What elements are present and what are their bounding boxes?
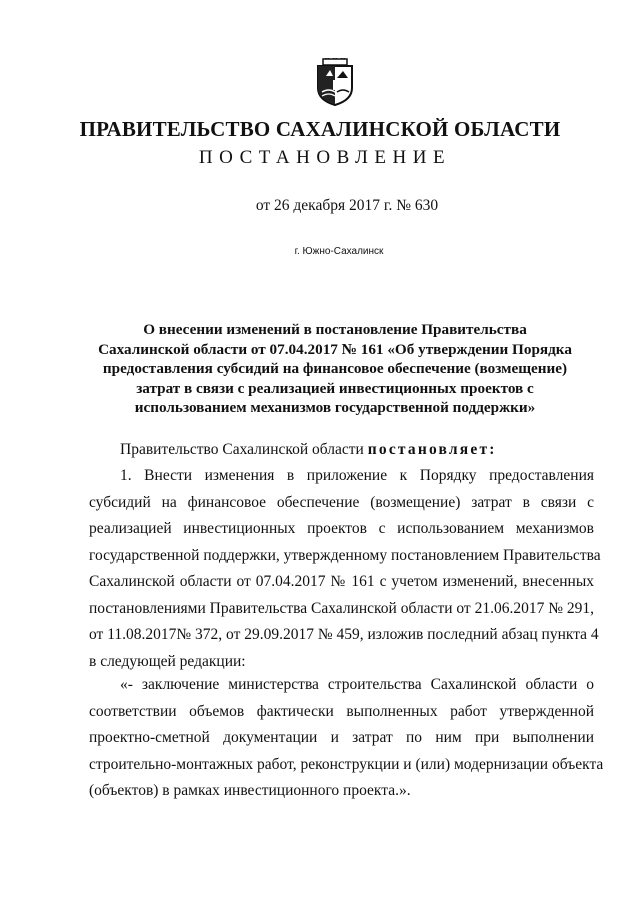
paragraph-line: от 11.08.2017№ 372, от 29.09.2017 № 459, изложив последний абзац пункта 4	[89, 626, 599, 643]
document-city: г. Южно-Сахалинск	[294, 246, 384, 257]
paragraph-line: (объектов) в рамках инвестиционного проекта.».	[89, 782, 411, 799]
subject-line: О внесении изменений в постановление Правительства	[143, 321, 527, 338]
paragraph-line: 1. Внести изменения в приложение к Порядку предоставления	[120, 467, 594, 484]
paragraph-line: реализацией инвестиционных проектов с использованием механизмов	[89, 520, 594, 537]
item-1-paragraph	[89, 463, 601, 675]
paragraph-line: Сахалинской области от 07.04.2017 № 161 с учетом изменений, внесенных	[89, 573, 594, 590]
preamble-keyword: постановляет:	[367, 441, 497, 458]
document-type: ПОСТАНОВЛЕНИЕ	[198, 147, 452, 168]
government-title: ПРАВИТЕЛЬСТВО САХАЛИНСКОЙ ОБЛАСТИ	[79, 117, 561, 141]
paragraph-line: проектно-сметной документации и затрат по ним при выполнении	[89, 729, 594, 746]
paragraph-line: «- заключение министерства строительства Сахалинской области о	[120, 676, 594, 693]
subject-line: предоставления субсидий на финансовое обеспечение (возмещение)	[102, 360, 568, 377]
subject-line: затрат в связи с реализацией инвестиционных проектов с	[136, 379, 534, 397]
subject-line: использованием механизмов государственной поддержки»	[134, 399, 536, 416]
paragraph-line: государственной поддержки, утвержденному постановлением Правительства	[89, 546, 601, 564]
paragraph-line: субсидий на финансовое обеспечение (возмещение) затрат в связи с	[89, 493, 594, 511]
preamble	[120, 441, 497, 459]
paragraph-line: в следующей редакции:	[89, 652, 246, 670]
paragraph-line: постановлениями Правительства Сахалинской области от 21.06.2017 № 291,	[89, 599, 594, 617]
preamble-text: Правительство Сахалинской области	[120, 441, 368, 458]
quoted-paragraph	[89, 672, 604, 805]
subject-line: Сахалинской области от 07.04.2017 № 161 «Об утверждении Порядка	[98, 340, 572, 358]
paragraph-line: соответствии объемов фактически выполненных работ утвержденной	[89, 702, 594, 720]
paragraph-line: строительно-монтажных работ, реконструкции и (или) модернизации объекта	[89, 755, 604, 773]
document-date-number: от 26 декабря 2017 г. № 630	[255, 197, 439, 214]
document-subject	[90, 320, 580, 418]
coat-of-arms-icon	[315, 58, 355, 106]
